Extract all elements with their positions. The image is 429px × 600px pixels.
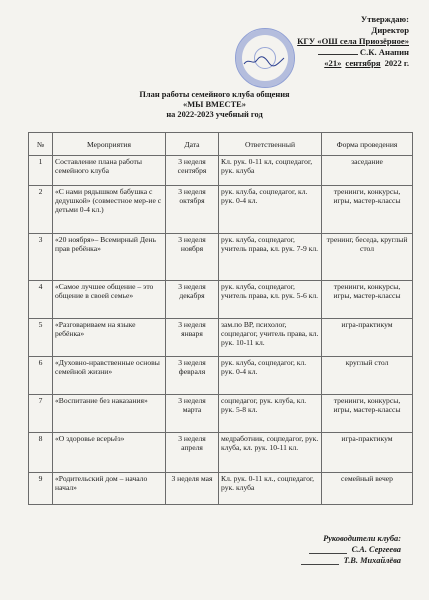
row-form: заседание [322,156,413,186]
title-line3: на 2022-2023 учебный год [166,110,263,119]
footer-signatures [231,533,401,566]
approval-date-year: 2022 г. [384,58,409,68]
row-num: 3 [29,234,53,281]
row-date: 3 неделя января [166,319,219,357]
row-form: круглый стол [322,357,413,395]
table-row [29,156,413,186]
director-signature [243,55,285,67]
row-num: 1 [29,156,53,186]
row-num: 2 [29,186,53,234]
row-form: тренинги, конкурсы, игры, мастер-классы [322,281,413,319]
signature-blank [309,546,347,554]
approval-line2: Директор [371,25,409,35]
table-row [29,473,413,505]
row-num: 8 [29,433,53,473]
row-num: 5 [29,319,53,357]
table-row [29,186,413,234]
table-row [29,357,413,395]
plan-table [28,132,413,505]
table-header-row [29,133,413,156]
footer-name2: Т.В. Михайлёва [343,556,401,565]
approval-line3: КГУ «ОШ села Приозёрное» [297,36,409,46]
header-date: Дата [166,133,219,156]
approval-line1: Утверждаю: [360,14,409,24]
row-event: «С нами рядышком бабушка с дедушкой» (совместное мер-ие с детьми 0-4 кл.) [53,186,166,234]
table-row [29,234,413,281]
row-form: семейный вечер [322,473,413,505]
row-responsible: медработник, соцпедагог, рук. клуба, кл. рук. 10-11 кл. [219,433,322,473]
row-event: «Разговариваем на языке ребёнка» [53,319,166,357]
footer-name1: С.А. Сергеева [351,545,401,554]
row-event: Составление плана работы семейного клуба [53,156,166,186]
row-form: игра-практикум [322,319,413,357]
table-row [29,433,413,473]
row-date: 3 неделя мая [166,473,219,505]
row-event: «Духовно-нравственные основы семейной жизни» [53,357,166,395]
approval-date-day: «21» [324,58,342,68]
row-form: тренинг, беседа, круглый стол [322,234,413,281]
signature-blank [318,47,358,55]
header-event: Мероприятия [53,133,166,156]
header-form: Форма проведения [322,133,413,156]
table-row [29,395,413,433]
title-line2: «МЫ ВМЕСТЕ» [183,100,246,109]
row-event: «Родительский дом – начало начал» [53,473,166,505]
row-date: 3 неделя октября [166,186,219,234]
row-form: тренинги, конкурсы, игры, мастер-классы [322,395,413,433]
title-line1: План работы семейного клуба общения [139,90,290,99]
row-date: 3 неделя декабря [166,281,219,319]
header-responsible: Ответственный [219,133,322,156]
approval-date-month: сентября [345,58,381,68]
footer-heading: Руководители клуба: [323,534,401,543]
row-num: 9 [29,473,53,505]
row-responsible: Кл. рук. 0-11 кл, соцпедагог, рук. клуба [219,156,322,186]
row-responsible: рук. клуба, соцпедагог, учитель права, кл. рук. 7-9 кл. [219,234,322,281]
footer-signer1 [231,544,401,555]
row-event: «Воспитание без наказания» [53,395,166,433]
footer-signer2 [231,555,401,566]
row-date: 3 неделя сентября [166,156,219,186]
row-form: игра-практикум [322,433,413,473]
row-num: 7 [29,395,53,433]
row-date: 3 неделя ноября [166,234,219,281]
approval-signer-name: С.К. Анапин [359,47,409,57]
row-responsible: Кл. рук. 0-11 кл., соцпедагог, рук. клуба [219,473,322,505]
row-responsible: рук. клуба, соцпедагог, кл. рук. 0-4 кл. [219,357,322,395]
row-date: 3 неделя февраля [166,357,219,395]
row-form: тренинги, конкурсы, игры, мастер-классы [322,186,413,234]
signature-blank [301,557,339,565]
row-event: «Самое лучшее общение – это общение в своей семье» [53,281,166,319]
header-num: № [29,133,53,156]
row-num: 4 [29,281,53,319]
row-date: 3 неделя марта [166,395,219,433]
row-responsible: зам.по ВР, психолог, соцпедагог, учитель права, кл. рук. 10-11 кл. [219,319,322,357]
table-row [29,281,413,319]
row-responsible: рук. клуба, соцпедагог, учитель права, кл. рук. 5-6 кл. [219,281,322,319]
document-title [0,90,429,120]
row-responsible: соцпедагог, рук. клуба, кл. рук. 5-8 кл. [219,395,322,433]
row-event: «20 ноября»– Всемирный День прав ребёнка» [53,234,166,281]
row-event: «О здоровье всерьёз» [53,433,166,473]
table-row [29,319,413,357]
row-responsible: рук. клу.ба, соцпедагог, кл. рук. 0-4 кл. [219,186,322,234]
row-date: 3 неделя апреля [166,433,219,473]
row-num: 6 [29,357,53,395]
